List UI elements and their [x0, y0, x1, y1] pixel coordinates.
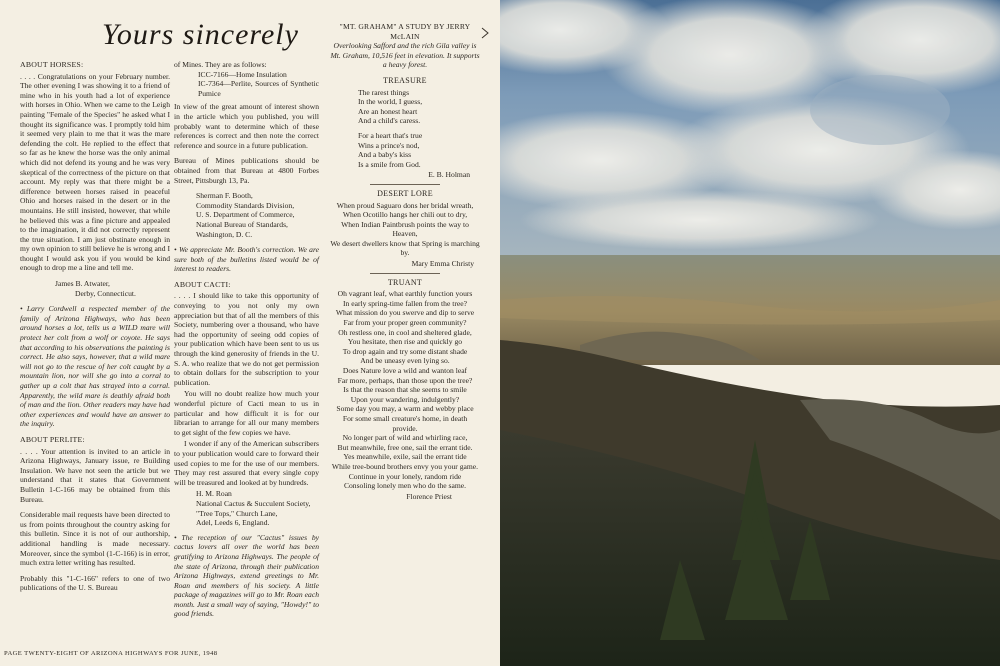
- photo-caption: [330, 22, 480, 70]
- poem-line: No longer part of wild and whirling race,: [342, 433, 468, 443]
- caption-title: "MT. GRAHAM" A STUDY BY JERRY McLAIN: [339, 22, 471, 41]
- poem-line: We desert dwellers know that Spring is marching by.: [330, 238, 480, 258]
- mountain-photo: [500, 0, 1000, 666]
- poem-line: For some small creature's home, in death provide.: [342, 413, 468, 433]
- signature-name: Sherman F. Booth,: [196, 191, 253, 201]
- poem-author: E. B. Holman: [428, 170, 470, 180]
- column-right: [330, 22, 480, 505]
- poem-line: Yes meanwhile, exile, sail the errant tide: [343, 452, 467, 462]
- poem-line: Some day you may, a warm and webby place: [336, 404, 474, 414]
- signature-line: Washington, D. C.: [196, 229, 253, 239]
- landscape-image: [500, 0, 1000, 666]
- poem-line: And be uneasy even lying so.: [360, 356, 450, 366]
- editor-reply: • Larry Cordwell a respected member of the family of Arizona Highways, who has been around horses a lot, tells us a WILD mare will protect her colt from a wolf or coyote. He says that according to his observations the painting is correct. He also says, however, that a wild mare will not go to the rescue of her colt caught by a mountain lion, nor will she go into a corral to gather up a colt that has strayed into a corral. Apparently, the wild mare is deathly afraid both of man and the lion. Other readers may have had other experiences and would have an answer to the inquiry.: [20, 304, 170, 429]
- poem-line: Far more, perhaps, than those upon the tree?: [337, 375, 473, 385]
- letter-body: of Mines. They are as follows:: [174, 60, 267, 69]
- signature-line: National Cactus & Succulent Society,: [196, 498, 311, 508]
- poem-line: When Indian Paintbrush points the way to Heaven,: [341, 219, 469, 239]
- divider: [370, 273, 440, 274]
- signature-name: H. M. Roan: [196, 489, 232, 499]
- signature-line: Commodity Standards Division,: [196, 200, 295, 210]
- publication-ref: IC-7364—Perlite, Sources of Synthetic Pumice: [198, 79, 319, 98]
- letter-body: . . . . I should like to take this opportunity of conveying to you not only my own appreciation but that of all the members of this Society, numbering over a thousand, who have had the opportunity of seeing odd copies of your publication which have been sent to us us through the kind generosity of friends in the U. S. A. who realize that we do not get permission to obtain dollars for the subscription to your publication.: [174, 291, 319, 387]
- poem-line: You hesitate, then rise and quickly go: [347, 337, 463, 347]
- signature-line: National Bureau of Standards,: [196, 219, 288, 229]
- poem-line: But meanwhile, free one, sail the errant tide.: [337, 442, 473, 452]
- poem-line: To drop again and try some distant shade: [342, 346, 468, 356]
- signature-name: James B. Atwater,: [55, 279, 110, 289]
- poem-truant: [330, 289, 480, 490]
- poem-line: Is that the reason that she seems to smile: [343, 385, 467, 395]
- poem-author: Mary Emma Christy: [411, 259, 474, 269]
- poem-line: When proud Saguaro dons her bridal wreath,: [336, 200, 474, 210]
- editor-reply: • We appreciate Mr. Booth's correction. We are sure both of the bulletins listed would be of interest to readers.: [174, 245, 319, 274]
- signature-line: Adel, Leeds 6, England.: [196, 518, 270, 528]
- section-heading: ABOUT CACTI:: [174, 279, 231, 289]
- poem-title: DESERT LORE: [377, 188, 433, 198]
- poem-line: Upon your wandering, indulgently?: [350, 394, 460, 404]
- letter-body: . . . . Your attention is invited to an article in Arizona Highways, January issue, re Building Insulation. We have not seen the article but we understand that it states that Government Bulletin 1-C-166 may be obtained from this Bureau.: [20, 446, 170, 504]
- page-footer: PAGE TWENTY-EIGHT OF ARIZONA HIGHWAYS FOR JUNE, 1948: [4, 650, 218, 657]
- poem-line: Are an honest heart: [358, 106, 418, 116]
- caption-body: Overlooking Safford and the rich Gila valley is Mt. Graham, 10,516 feet in elevation. It supports a heavy forest.: [330, 41, 480, 70]
- poem-line: And a child's caress.: [358, 116, 421, 126]
- letter-body: Probably this "1-C-166" refers to one of two publications of the U. S. Bureau: [20, 573, 170, 593]
- poem-line: Does Nature love a wild and wanton leaf: [342, 366, 468, 375]
- poem-desert-lore: [330, 201, 480, 269]
- signature-place: Derby, Connecticut.: [75, 288, 136, 298]
- section-heading: ABOUT HORSES:: [20, 60, 84, 69]
- poem-line: The rarest things: [358, 87, 410, 97]
- letter-body: I wonder if any of the American subscribers to your publication would care to forward their used copies to me for the use of our members. They may rest assured that every single copy will be treasured and looked at by hundreds.: [174, 439, 319, 487]
- letter-body: Bureau of Mines publications should be obtained from that Bureau at 4800 Forbes Street, Pittsburgh 13, Pa.: [174, 156, 319, 185]
- poem-line: In early spring-time fallen from the tree?: [343, 298, 467, 308]
- poem-line: Consoling lonely men who do the same.: [343, 481, 467, 491]
- editor-reply: • The reception of our "Cactus" issues by cactus lovers all over the world has been gratifying to Arizona Highways. The people of the state of Arizona, through their publication Arizona Highways, extend greetings to Mr. Roan and members of his society. A little package of magazines will go to Mr. Roan each month. Just a small way of saying, "Howdy!" to good friends.: [174, 532, 319, 619]
- poem-treasure: [330, 88, 480, 180]
- poem-line: Wins a prince's nod,: [358, 140, 420, 150]
- signature-line: "Tree Tops," Church Lane,: [196, 508, 278, 518]
- poem-line: And a baby's kiss: [358, 150, 412, 160]
- divider: [370, 184, 440, 185]
- poem-author: Florence Priest: [406, 491, 452, 501]
- poem-line: Oh restless one, in cool and sheltered glade,: [338, 327, 472, 337]
- column-middle: [174, 60, 319, 625]
- poem-title: TREASURE: [383, 75, 427, 85]
- page-arrow-icon: [481, 27, 489, 39]
- poem-line: While tree-bound brothers envy you your game.: [331, 461, 479, 471]
- poem-line: Far from your proper green community?: [343, 318, 467, 328]
- masthead-title: Yours sincerely: [102, 18, 299, 51]
- poem-title: TRUANT: [387, 277, 423, 287]
- letter-body: In view of the great amount of interest shown in the article which you published, you will probably want to determine which of these references is correct and then note the correct reference and source in a future publication.: [174, 102, 319, 150]
- column-left: [20, 60, 170, 599]
- signature-line: U. S. Department of Commerce,: [196, 210, 295, 220]
- poem-line: When Ocotillo hangs her chili out to dry,: [342, 210, 468, 220]
- letter-body: . . . . Congratulations on your February number. The other evening I was showing it to a friend of mine who in his youth had a lot of experience with horses in Ohio. When we came to the Leigh painting "Female of the Species" he asked what I thought its significance was. I promptly told him it seemed very plain to me that it was the mare defending the colt. He replied to the effect that so far as he knew the horse was the only animal which did not defend its young and he was very skeptical of the correctness of the picture on that account. My reply was that there might be a difference between horses raised in peaceful Ohio and horses raised in the desert or in the mountains. He still insisted, however, that while he believed this was a fine picture and appealed to the imagination, it did not correctly represent the true situation. I am just obstinate enough in my own opinion to still believe he is wrong and I thought I would ask you if you would be kind enough to drop me a line and tell me.: [20, 71, 170, 273]
- poem-line: For a heart that's true: [358, 130, 423, 140]
- poem-line: Is a smile from God.: [358, 159, 421, 169]
- poem-line: Oh vagrant leaf, what earthly function yours: [337, 289, 473, 299]
- poem-line: In the world, I guess,: [358, 97, 423, 107]
- poem-line: What mission do you swerve and dip to serve: [335, 308, 475, 318]
- section-heading: ABOUT PERLITE:: [20, 434, 85, 444]
- letter-body: Considerable mail requests have been directed to us from points throughout the country asking for this bulletin. Since it is not of our authorship, additional handling is made necessary. Moreover, since the symbol (1-C-166) is in error, much extra letter writing has resulted.: [20, 510, 170, 568]
- publication-ref: ICC-7166—Home Insulation: [198, 69, 287, 79]
- letter-body: You will no doubt realize how much your wonderful picture of Cacti mean to us in particular and how difficult it is for our librarian to arrange for all our many members to get sight of the few copies we have.: [174, 389, 319, 437]
- poem-line: Continue in your lonely, random ride: [348, 471, 462, 481]
